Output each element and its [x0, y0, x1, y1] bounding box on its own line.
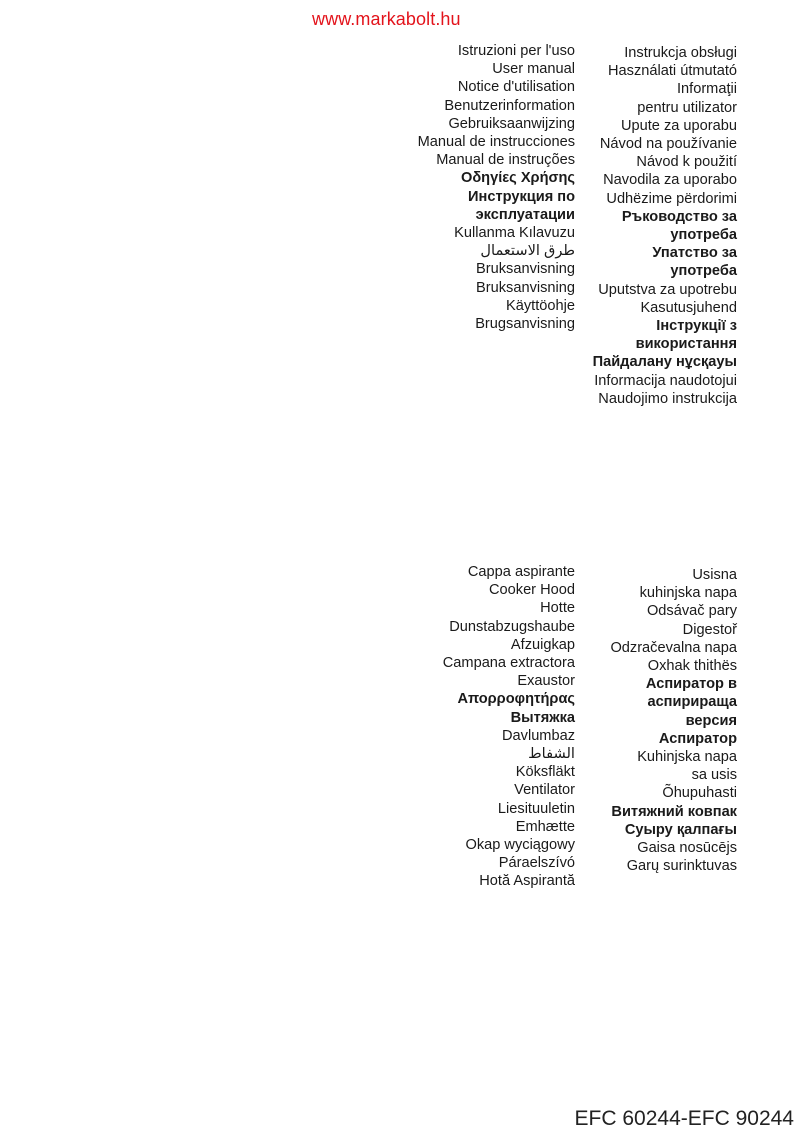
- product-name-item: Páraelszívó: [498, 855, 575, 872]
- manual-title-item: Manual de instrucciones: [417, 134, 575, 151]
- product-name-item: Köksfläkt: [515, 764, 575, 781]
- product-name-item: Απορροφητήρας: [457, 691, 575, 708]
- model-number: EFC 60244-EFC 90244: [574, 1107, 794, 1130]
- product-name-item: sa usis: [691, 767, 737, 784]
- manual-title-item: Informacija naudotojui: [594, 372, 737, 389]
- manual-title-item: Uputstva za upotrebu: [598, 281, 737, 298]
- product-name-item: Usisna: [692, 567, 737, 583]
- product-name-item: Cooker Hood: [489, 582, 575, 599]
- product-name-item: Exaustor: [517, 673, 575, 690]
- product-name-item: Суыру қалпағы: [624, 821, 737, 838]
- manual-title-item: Käyttöohje: [506, 297, 575, 314]
- product-name-item: Вытяжка: [510, 709, 575, 726]
- product-name-item: Õhupuhasti: [662, 785, 737, 802]
- product-name-item: Odsávač pary: [646, 603, 737, 620]
- manual-title-item: використання: [635, 336, 737, 353]
- manual-title-item: Пайдалану нұсқауы: [592, 354, 737, 371]
- manual-title-item: Brugsanvisning: [475, 316, 575, 333]
- manual-title-item: Notice d'utilisation: [457, 79, 575, 96]
- manual-titles-left-column: [418, 42, 575, 333]
- manual-title-item: طرق الاستعمال: [480, 243, 575, 260]
- manual-title-item: User manual: [492, 61, 575, 78]
- product-name-item: Afzuigkap: [510, 636, 575, 653]
- manual-title-item: Návod na používanie: [599, 136, 737, 153]
- product-name-item: Odzračevalna napa: [610, 639, 737, 656]
- product-name-item: Davlumbaz: [502, 727, 575, 744]
- watermark-url[interactable]: www.markabolt.hu: [312, 9, 461, 29]
- product-name-item: Liesituuletin: [497, 800, 575, 817]
- product-name-item: Gaisa nosūcējs: [637, 840, 737, 857]
- manual-title-item: Használati útmutató: [608, 63, 737, 80]
- product-name-item: الشفاط: [528, 746, 575, 763]
- manual-title-item: Naudojimo instrukcija: [598, 390, 737, 407]
- product-name-item: версия: [685, 712, 737, 729]
- manual-titles-right-column: [593, 44, 737, 408]
- product-name-item: Hotte: [540, 600, 575, 617]
- product-names-left-column: [443, 563, 575, 891]
- product-name-item: Витяжний ковпак: [611, 803, 737, 820]
- manual-title-item: Οδηγίες Χρήσης: [460, 170, 575, 187]
- product-name-item: Campana extractora: [442, 655, 575, 672]
- product-name-item: Kuhinjska napa: [637, 749, 737, 766]
- product-name-item: Okap wyciągowy: [465, 837, 575, 854]
- manual-title-item: Benutzerinformation: [444, 97, 575, 114]
- product-name-item: Digestoř: [682, 621, 737, 638]
- product-name-item: Ventilator: [514, 782, 575, 799]
- product-names-right-column: [610, 566, 737, 875]
- manual-title-item: Udhëzime përdorimi: [606, 190, 737, 207]
- manual-title-item: Bruksanvisning: [476, 261, 575, 278]
- manual-title-item: Istruzioni per l'uso: [457, 43, 575, 59]
- manual-title-item: Upute za uporabu: [620, 117, 737, 134]
- manual-title-item: употреба: [670, 263, 737, 280]
- product-name-item: Hotă Aspirantă: [479, 873, 575, 890]
- manual-title-item: эксплуатации: [475, 206, 575, 223]
- manual-title-item: Kasutusjuhend: [640, 299, 737, 316]
- product-name-item: Dunstabzugshaube: [449, 618, 575, 635]
- product-name-item: Emhætte: [515, 818, 575, 835]
- manual-title-item: Informaţii: [676, 81, 737, 98]
- manual-title-item: Manual de instruções: [436, 152, 575, 169]
- manual-title-item: употреба: [670, 227, 737, 244]
- manual-title-item: pentru utilizator: [637, 99, 737, 116]
- manual-title-item: Gebruiksaanwijzing: [448, 115, 575, 132]
- manual-title-item: Ръководство за: [621, 208, 737, 225]
- manual-title-item: Bruksanvisning: [476, 279, 575, 296]
- manual-title-item: Návod k použití: [636, 154, 737, 171]
- manual-title-item: Инструкция по: [468, 188, 575, 205]
- manual-title-item: Kullanma Kılavuzu: [454, 225, 575, 242]
- product-name-item: Garų surinktuvas: [626, 858, 737, 875]
- product-name-item: аспирираща: [647, 694, 737, 711]
- product-name-item: Аспиратор: [658, 730, 737, 747]
- manual-title-item: Інструкції з: [656, 318, 737, 335]
- product-name-item: kuhinjska napa: [639, 585, 737, 602]
- product-name-item: Oxhak thithës: [647, 658, 737, 675]
- manual-title-item: Упатство за: [652, 245, 737, 262]
- product-name-item: Аспиратор в: [645, 676, 737, 693]
- product-name-item: Cappa aspirante: [467, 564, 575, 580]
- manual-title-item: Navodila za uporabo: [603, 172, 737, 189]
- manual-title-item: Instrukcja obsługi: [624, 45, 737, 61]
